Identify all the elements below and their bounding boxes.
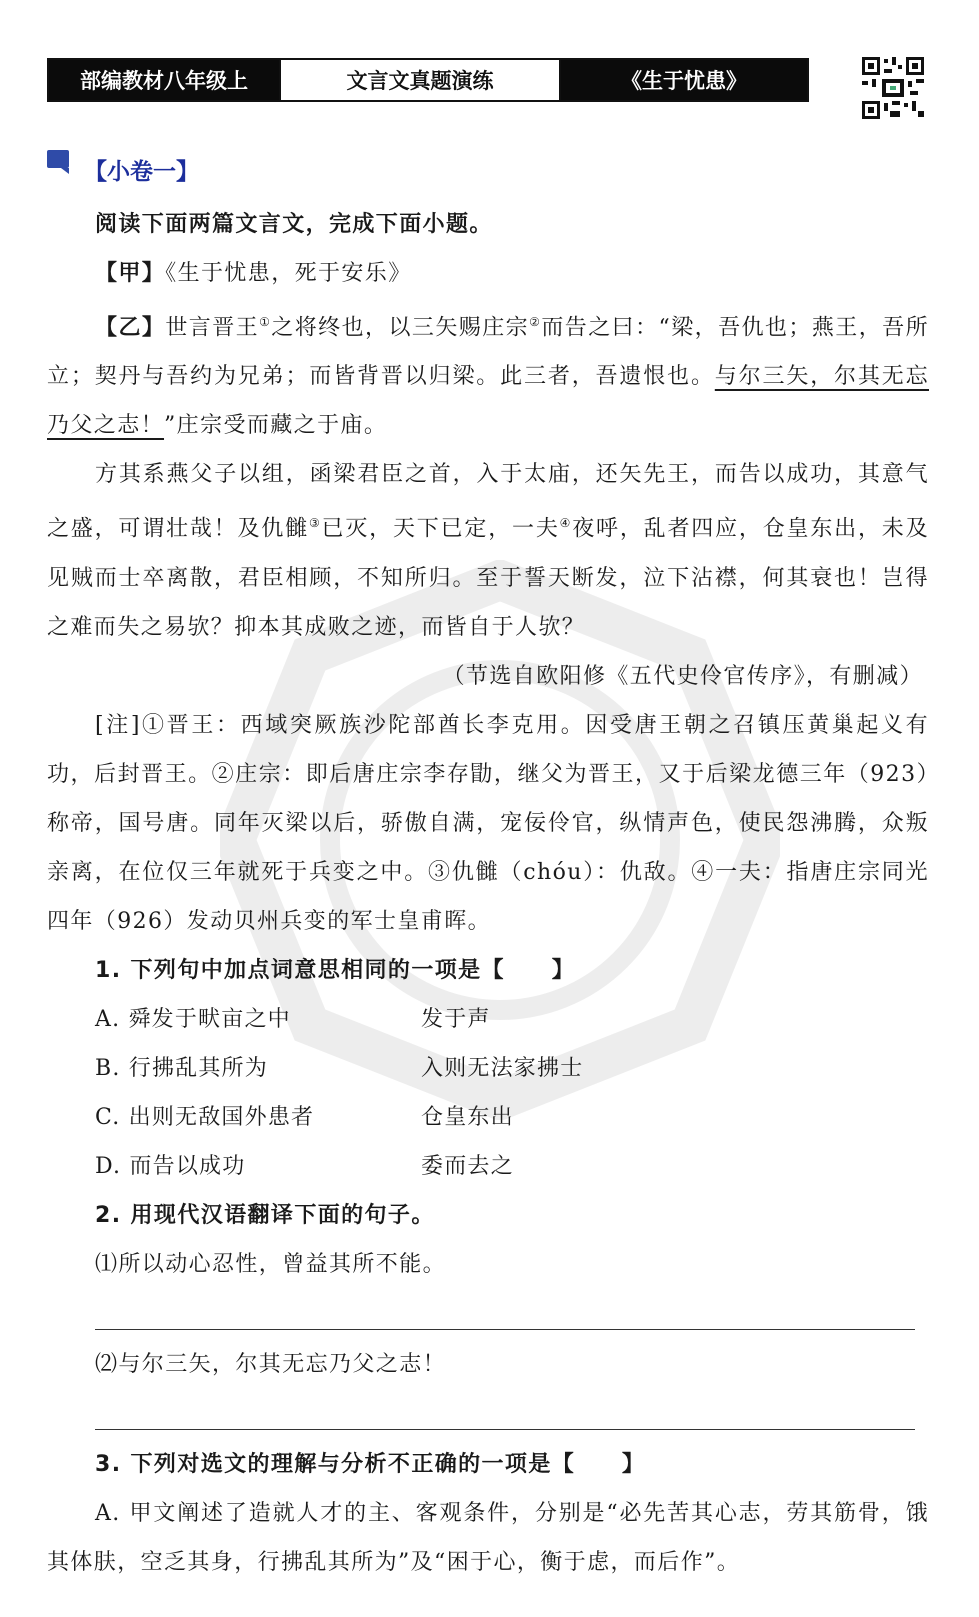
option-right: 入则无法家拂士 xyxy=(421,1055,584,1081)
question-2-stem: 2. 用现代汉语翻译下面的句子。 xyxy=(95,1202,435,1228)
question-1-option-c xyxy=(47,1093,929,1142)
yi-text: 方其系燕父子以组，函梁君臣之首，入于太庙，还矢先王，而告以成功，其意气之盛，可谓壮哉！及仇雠 xyxy=(47,462,929,542)
option-left: B. 行拂乱其所为 xyxy=(95,1055,268,1081)
yi-text: 之将终也，以三矢赐庄宗 xyxy=(271,315,530,341)
section-bookmark-icon xyxy=(47,150,73,174)
question-3-option-a: A. 甲文阐述了造就人才的主、客观条件，分别是“必先苦其心志，劳其筋骨，饿其体肤，空乏其身，行拂乱其所为”及“困于心，衡于虑，而后作”。 xyxy=(47,1500,929,1575)
footnote-mark: ② xyxy=(529,315,542,329)
footnote-mark: ④ xyxy=(559,516,573,531)
header-lesson: 《生于忧患》 xyxy=(561,60,807,100)
header-topic: 文言文真题演练 xyxy=(279,60,561,100)
text-jia-heading xyxy=(47,249,929,298)
footnote-mark: ③ xyxy=(308,516,322,531)
text-jia-title: 《生于忧患，死于安乐》 xyxy=(165,261,412,286)
text-yi-paragraph-1 xyxy=(47,298,929,450)
answer-line[interactable] xyxy=(95,1389,915,1430)
text-yi-paragraph-2 xyxy=(47,450,929,651)
header-grade: 部编教材八年级上 xyxy=(49,60,279,100)
source-citation: （节选自欧阳修《五代史伶官传序》，有删减） xyxy=(442,663,923,689)
question-1-option-b xyxy=(47,1044,929,1093)
yi-text: ”庄宗受而藏之于庙。 xyxy=(164,413,388,439)
option-right: 发于声 xyxy=(421,1006,491,1032)
question-2-item-2: ⑵与尔三矢，尔其无忘乃父之志！ xyxy=(95,1351,447,1377)
answer-line[interactable] xyxy=(95,1289,915,1330)
underlined-sentence: 与尔三矢，尔其无忘乃父之志！ xyxy=(47,364,929,439)
footnote-mark: ① xyxy=(259,315,272,329)
question-1-stem: 1. 下列句中加点词意思相同的一项是【 】 xyxy=(95,957,576,983)
text-yi-label: 【乙】 xyxy=(95,315,166,341)
section-title: 【小卷一】 xyxy=(84,159,199,185)
option-left: D. 而告以成功 xyxy=(95,1153,246,1179)
option-right: 仓皇东出 xyxy=(421,1104,514,1130)
qr-code-icon xyxy=(860,55,926,121)
question-3-stem: 3. 下列对选文的理解与分析不正确的一项是【 】 xyxy=(95,1451,646,1477)
text-jia-label: 【甲】 xyxy=(95,261,166,286)
yi-text: 夜呼，乱者四应，仓皇东出，未及见贼而士卒离散，君臣相顾，不知所归。至于誓天断发，泣下沾襟，何其衰也！岂得之难而失之易欤？抑本其成败之迹，而皆自于人欤？ xyxy=(47,516,929,640)
yi-text: 已灭，天下已定，一夫 xyxy=(321,516,560,542)
option-left: C. 出则无敌国外患者 xyxy=(95,1104,315,1130)
annotations: [注]①晋王：西域突厥族沙陀部酋长李克用。因受唐王朝之召镇压黄巢起义有功，后封晋王。②庄宗：即后唐庄宗李存勖，继父为晋王，又于后梁龙德三年（923）称帝，国号唐。同年灭梁以后，骄傲自满，宠佞伶官，纵情声色，使民怨沸腾，众叛亲离，在位仅三年就死于兵变之中。③仇雠（chóu）：仇敌。④一夫：指唐庄宗同光四年（926）发动贝州兵变的军士皇甫晖。 xyxy=(47,712,929,934)
yi-text: 世言晋王 xyxy=(165,315,260,341)
question-1-option-a xyxy=(47,995,929,1044)
question-2-item-1: ⑴所以动心忍性，曾益其所不能。 xyxy=(95,1251,447,1277)
question-1-option-d xyxy=(47,1142,929,1191)
option-right: 委而去之 xyxy=(421,1153,514,1179)
header-bar xyxy=(47,58,809,102)
document-body xyxy=(47,200,929,1587)
reading-instruction: 阅读下面两篇文言文，完成下面小题。 xyxy=(95,212,493,237)
yi-text: 而告之曰：“梁，吾仇也；燕王，吾所立；契丹与吾约为兄弟；而皆背晋以归梁。此三者，吾遗恨也。 xyxy=(47,315,929,390)
option-left: A. 舜发于畎亩之中 xyxy=(95,1006,291,1032)
